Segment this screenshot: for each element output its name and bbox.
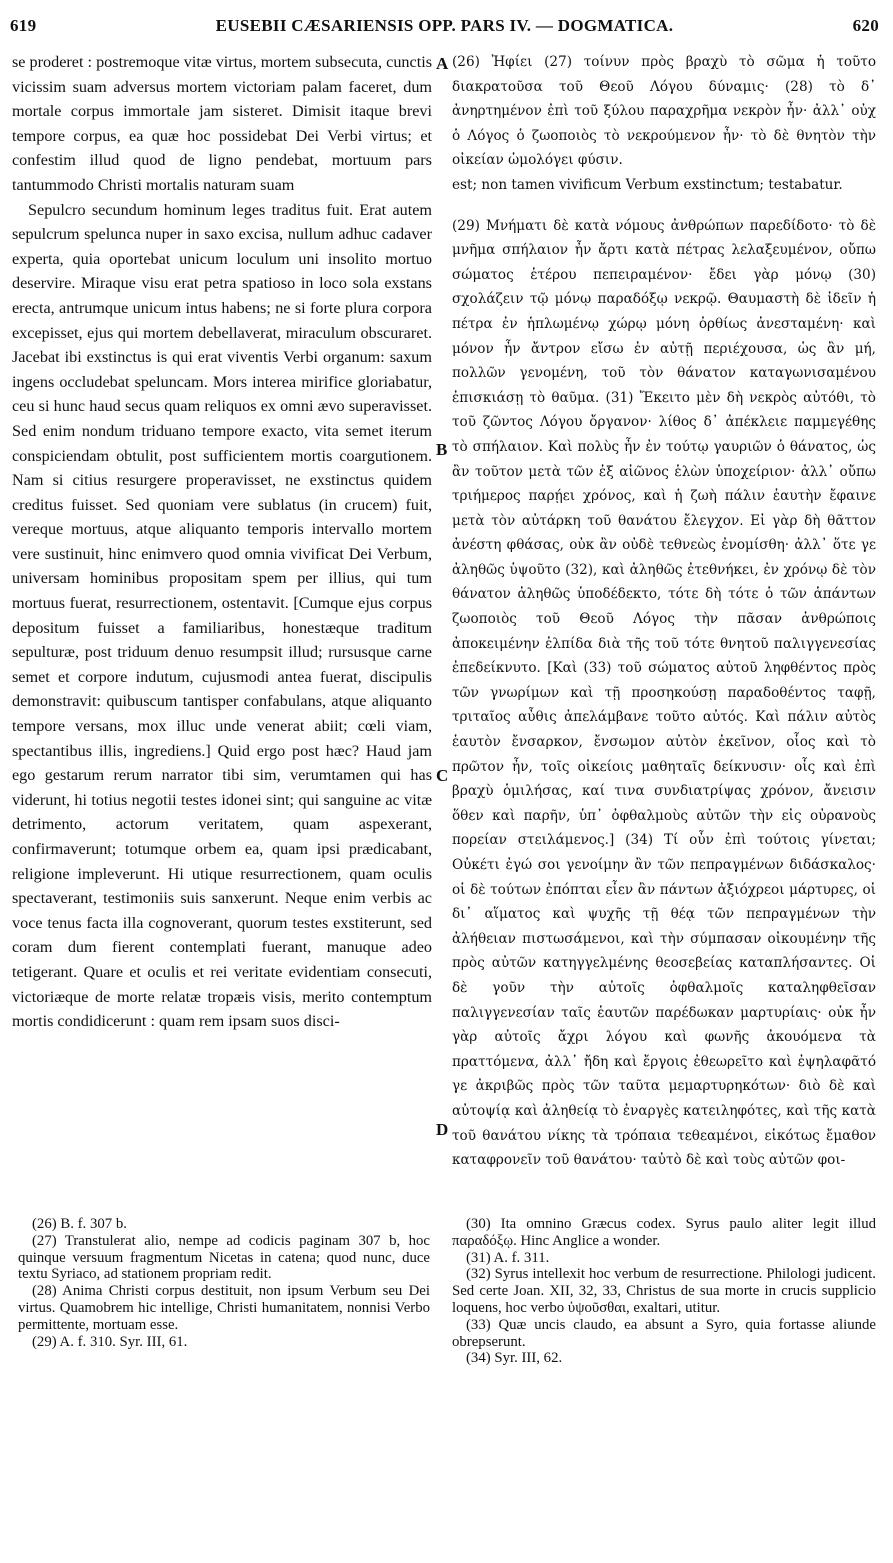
running-title: EUSEBII CÆSARIENSIS OPP. PARS IV. — DOGMATICA. bbox=[215, 16, 674, 35]
footnote: (29) A. f. 310. Syr. III, 61. bbox=[32, 1333, 188, 1350]
greek-paragraph: (26) Ἠφίει (27) τοίνυν πρὸς βραχὺ τὸ σῶμα ἡ τοῦτο διακρατοῦσα τοῦ Θεοῦ Λόγου δύναμις· (28) τὸ δ᾽ ἀνηρτημένον ἐπὶ τοῦ ξύλου παραχρῆμα νεκρὸν ἦν· ἀλλ᾽ οὐχ ὁ Λόγος ὁ ζωοποιὸς τὸ νεκρούμενον ἦν· τὸ δὲ θνητὸν τὴν οἰκείαν ὡμολόγει φύσιν. bbox=[452, 54, 876, 169]
page-number-right: 620 bbox=[852, 16, 879, 35]
page-number-left: 619 bbox=[10, 16, 37, 35]
footnote: (27) Transtulerat alio, nempe ad codicis paginam 307 b, hoc quinque versuum fragmentum Nicetas in catena; quod nunc, duce textu Syriaco, ad stationem propriam redit. bbox=[18, 1232, 430, 1283]
footnote: (28) Anima Christi corpus destituit, non ipsum Verbum seu Dei virtus. Quamobrem hic intellige, Christi humanitatem, nonnisi Verbo permittente, mortuam esse. bbox=[18, 1283, 430, 1333]
footnote: (32) Syrus intellexit hoc verbum de resurrectione. Philologi judicent. Sed certe Joan. XII, 32, 33, Christus de sua morte in crucis supplicio loquens, hoc verbo ὑψοῦσθαι, exaltari, utitur. bbox=[452, 1266, 876, 1316]
footnote: (33) Quæ uncis claudo, ea absunt a Syro, quia fortasse aliunde obrepserunt. bbox=[452, 1316, 876, 1350]
footnote: (31) A. f. 311. bbox=[466, 1249, 550, 1266]
section-marker-a: A bbox=[436, 54, 449, 73]
section-marker-b: B bbox=[436, 440, 448, 459]
footnote: (26) B. f. 307 b. bbox=[32, 1216, 127, 1232]
footnote: (30) Ita omnino Græcus codex. Syrus paulo aliter legit illud παραδόξῳ. Hinc Anglice a wonder. bbox=[452, 1216, 876, 1249]
section-marker-c: C bbox=[436, 766, 449, 785]
greek-continuation: est; non tamen vivificum Verbum exstinctum; testabatur. bbox=[452, 176, 843, 193]
footnotes-left bbox=[18, 1216, 430, 1350]
greek-paragraph: (29) Μνήματι δὲ κατὰ νόμους ἀνθρώπων παρεδίδοτο· τὸ δὲ μνῆμα σπήλαιον ἦν ἄρτι κατὰ πέτρας λελαξευμένον, οὔπω σώματος ἑτέρου πεπειραμένον· ἔδει γὰρ μόνῳ (30) σχολάζειν τῷ μόνῳ παραδόξῳ νεκρῷ. Θαυμαστὴ δὲ ἰδεῖν ἡ πέτρα ἐν ἡπλωμένῳ χώρῳ μόνη ὀρθίως ἀνεσταμένη· καὶ μόνον ἦν ἄντρον εἴσω ἐν αὐτῇ περιέχουσα, ὡς ἂν μή, πολλῶν γενομένη, τοῦ τὸν θάνατον καταγωνισαμένου ἐπισκιάσῃ τὸ θαῦμα. (31) Ἔκειτο μὲν δὴ νεκρὸς αὐτόθι, τὸ τοῦ ζῶντος Λόγου ὄργανον· λίθος δ᾽ ἀπέκλειε παμμεγέθης τὸ σπήλαιον. Καὶ πολὺς ἦν ἐν τούτῳ γαυριῶν ὁ θάνατος, ὡς ἂν τοῦτον μετὰ τῶν ἐξ αἰῶνος ἑλὼν ὑποχείριον· ἀλλ᾽ οὔπω τριήμερος παρῄει χρόνος, καὶ ἡ ζωὴ πάλιν ἑαυτὴν ἔφαινε μετὰ τὸν αὐτάρκη τοῦ θανάτου ἔλεγχον. Εἰ γὰρ δὴ θᾶττον ἀνέστη φθάσας, οὐκ ἂν οὐδὲ τεθνεὼς ἐνομίσθη· ἀλλ᾽ ὅτε γε ἀληθῶς ὑψοῦτο (32), καὶ ἀληθῶς ἐτεθνήκει, ἐν χρόνῳ δὲ τὸν θάνατον ἀληθῶς ὑποδέδεκτο, τότε δὴ τότε ὁ τῶν ἁπάντων ζωοποιὸς τοῦ Θεοῦ Λόγος τὴν πᾶσαν ἀνθρώποις ἀποκειμένην ἐλπίδα διὰ τῆς τοῦ τότε θνητοῦ παλιγγενεσίας ἐπεδείκνυτο. [Καὶ (33) τοῦ σώματος αὐτοῦ ληφθέντος πρὸς τῶν γνωρίμων καὶ τῇ προσηκούσῃ παραδοθέντος ταφῇ, τριταῖος αὖθις ἀπελάμβανε τοῦτο αὐτός. Καὶ πάλιν αὐτὸς ἑαυτὸν ἔνσαρκον, ἔνσωμον αὐτὸν ἐκεῖνον, οἷος καὶ τὸ πρῶτον ἦν, τοῖς οἰκείοις μαθηταῖς δείκνυσιν· οἷς καὶ ἐπὶ βραχὺ ὁμιλήσας, καί τινα συνδιατρίψας χρόνον, ἄνεισιν ὅθεν καὶ παρῆν, ὑπ᾽ ὀφθαλμοὺς αὐτῶν τὴν εἰς οὐρανοὺς πορείαν στειλάμενος.] (34) Τί οὖν ἐπὶ τούτοις γίνεται; Οὐκέτι ἐγώ σοι γενοίμην ἂν τῶν πεπραγμένων διδάσκαλος· οἱ δὲ τούτων ἐπόπται εἶεν ἂν πάντων ἀξιόχρεοι μάρτυρες, οἱ δι᾽ αἵματος καὶ ψυχῆς τῇ θέᾳ τῶν πεπραγμένων τὴν ἀλήθειαν πιστωσάμενοι, καὶ τὴν σύμπασαν οἰκουμένην τῆς πρὸς αὐτῶν κατηγγελμένης θεοσεβείας καταπλήσαντες. Οἱ δὲ γοῦν τὴν αὐτοῖς ὀφθαλμοῖς καταληφθεῖσαν παλιγγενεσίαν ταῖς ἑαυτῶν παρέδωκαν μαρτυρίαις· οὐκ ἦν γὰρ αὐτοῖς ἄχρι λόγου καὶ φωνῆς ἀκουόμενα τὰ πραττόμενα, ἀλλ᾽ ἤδη καὶ ἔργοις ἐθεωρεῖτο καὶ ἐψηλαφᾶτό γε ἀκριβῶς πρὸς τῶν ταῦτα μεμαρτυρηκότων· διὸ δὲ καὶ αὐτοψίᾳ καὶ ἀληθείᾳ τὸ ἐναργὲς κατειληφότες, καὶ τῆς κατὰ τοῦ θανάτου νίκης τὰ τρόπαια τεθεαμένοι, εἰκότως ἔμαθον καταφρονεῖν τοῦ θανάτου· ταὐτὸ δὲ καὶ τοὺς αὐτῶν φοι- bbox=[452, 217, 876, 1169]
latin-paragraph: Sepulcro secundum hominum leges traditus fuit. Erat autem sepulcrum spelunca nuper in saxo excisa, nullum adhuc cadaver experta, quia oportebat unicum loculum uni insolito mortuo deservire. Miraque visu erat petra spatioso in loco sola exstans erecta, antrumque unicum intus habens; ne si forte plura corpora excepisset, ejus qui mortem debellaverat, miraculum obscuraret. Jacebat ibi exstinctus is qui erat viventis Verbi organum: saxum ingens occludebat speluncam. Mors interea mirifice gloriabatur, ceu si hunc haud secus quam reliquos ex omni ævo superavisset. Sed enim nondum triduano tempore exacto, vita semet iterum conspiciendam obtulit, post sufficientem mortis coargutionem. Nam si citius resurgere properavisset, ne exstinctus quidem creditus fuisset. Sed quoniam vere sublatus (in crucem) fuit, vereque mortuus, atque aliquanto temporis intervallo mortem vere sustinuit, hinc enimvero quod omnia vivificat Dei Verbum, universam hominibus propositam spem per illius, qui tum mortuus fuerat, resurrectionem, ostentavit. [Cumque ejus corpus depositum fuisset a familiaribus, honestæque traditum sepulturæ, post triduum denuo resumpsit illud; rursusque carne semet et corpore indutum, cujusmodi antea fuerat, discipulis demonstravit: quibuscum tantisper confabulans, atque aliquanto tempore versans, mox illuc unde venerat abiit; cœli viam, spectantibus illis, ingrediens.] Quid ergo post hæc? Haud jam ego gestarum rerum narrator tibi sim, verumtamen qui has viderunt, hi totius negotii testes idonei sint; qui sanguine ac vitæ detrimento, actorum veritatem, quam aspexerant, confirmaverunt; totumque orbem ea, quam ipsi prædicabant, religione impleverunt. Hi utique resurrectionem, quam oculis spectaverant, testimoniis suis sanxerunt. Neque enim verbis ac voce tenus facta illa cognoverant, quorum testes exstiterunt, sed coram dum fierent contemplati fuerant, manuque adeo tetigerant. Quare et oculis et rei veritate evidentiam consecuti, victoriæque de morte relatæ tropæis visis, merito contemptum mortis condidicerunt : quam rem ipsam suos disci- bbox=[12, 200, 432, 1031]
latin-paragraph: se proderet : postremoque vitæ virtus, mortem subsecuta, cunctis vicissim suam adversus mortem victoriam palam faceret, dum mortale corpus immortale jam sisteret. Dimisit itaque brevi tempore corpus, ea quæ hoc possidebat Dei Verbi virtus; et confestim illud quod de ligno pendebat, mortuum pars tantummodo Christi mortalis naturam suam bbox=[12, 53, 432, 194]
running-header bbox=[10, 16, 879, 46]
greek-column bbox=[452, 50, 876, 1173]
section-marker-d: D bbox=[436, 1120, 449, 1139]
latin-column bbox=[12, 50, 432, 1034]
footnote: (34) Syr. III, 62. bbox=[466, 1350, 563, 1367]
footnotes-right bbox=[452, 1216, 876, 1367]
